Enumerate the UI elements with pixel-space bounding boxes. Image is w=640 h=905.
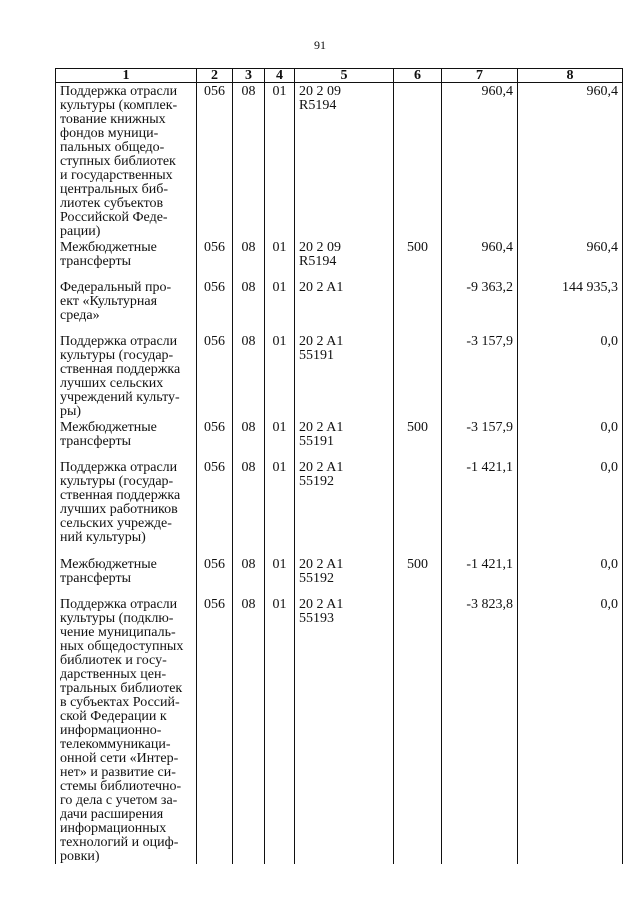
table-row — [56, 83, 623, 240]
subsection-cell: 01 — [265, 333, 295, 419]
target-article-cell: 20 2 A1 55192 — [295, 556, 394, 596]
row-name-cell: Поддержка отрасли культуры (подклю- чение муниципаль- ных общедоступных библиотек и госу- дарственных цен- тральных библиотек в субъектах Россий- ской Федерации к информационно- телекоммуникаци- онной сети «Интер- нет» и развитие си- стемы библиотечно- го дела с учетом за- дачи расширения информационных технологий и оциф- ровки) — [56, 596, 197, 864]
table-header-row — [56, 69, 623, 83]
row-name-cell: Межбюджетные трансферты — [56, 239, 197, 279]
column-header: 4 — [265, 69, 295, 83]
table-row — [56, 333, 623, 419]
code-cell: 056 — [197, 419, 233, 459]
subsection-cell: 01 — [265, 459, 295, 556]
amount-change-cell: -3 157,9 — [442, 419, 518, 459]
code-cell: 056 — [197, 556, 233, 596]
section-cell: 08 — [233, 83, 265, 240]
amount-change-cell: 960,4 — [442, 239, 518, 279]
table-row — [56, 239, 623, 279]
subsection-cell: 01 — [265, 279, 295, 333]
expense-type-cell — [394, 279, 442, 333]
target-article-cell: 20 2 A1 55191 — [295, 333, 394, 419]
table-row — [56, 459, 623, 556]
page-number: 91 — [314, 38, 326, 52]
expense-type-cell — [394, 83, 442, 240]
row-name-cell: Поддержка отрасли культуры (комплек- тование книжных фондов муници- пальных общедо- ступных библиотек и государственных центральных биб- лиотек субъектов Российской Феде- рации) — [56, 83, 197, 240]
section-cell: 08 — [233, 333, 265, 419]
expense-type-cell: 500 — [394, 419, 442, 459]
section-cell: 08 — [233, 556, 265, 596]
table-row — [56, 279, 623, 333]
target-article-cell: 20 2 A1 55193 — [295, 596, 394, 864]
subsection-cell: 01 — [265, 556, 295, 596]
code-cell: 056 — [197, 83, 233, 240]
subsection-cell: 01 — [265, 596, 295, 864]
amount-change-cell: -1 421,1 — [442, 459, 518, 556]
row-name-cell: Поддержка отрасли культуры (государ- ственная поддержка лучших сельских учреждений культу- ры) — [56, 333, 197, 419]
amount-total-cell: 960,4 — [518, 239, 623, 279]
subsection-cell: 01 — [265, 239, 295, 279]
amount-change-cell: -3 823,8 — [442, 596, 518, 864]
expense-type-cell: 500 — [394, 239, 442, 279]
section-cell: 08 — [233, 596, 265, 864]
target-article-cell: 20 2 09 R5194 — [295, 239, 394, 279]
code-cell: 056 — [197, 459, 233, 556]
amount-total-cell: 0,0 — [518, 419, 623, 459]
amount-change-cell: 960,4 — [442, 83, 518, 240]
column-header: 3 — [233, 69, 265, 83]
amount-total-cell: 144 935,3 — [518, 279, 623, 333]
target-article-cell: 20 2 A1 — [295, 279, 394, 333]
section-cell: 08 — [233, 239, 265, 279]
section-cell: 08 — [233, 419, 265, 459]
target-article-cell: 20 2 A1 55192 — [295, 459, 394, 556]
column-header: 7 — [442, 69, 518, 83]
table-row — [56, 419, 623, 459]
code-cell: 056 — [197, 596, 233, 864]
subsection-cell: 01 — [265, 83, 295, 240]
target-article-cell: 20 2 09 R5194 — [295, 83, 394, 240]
budget-table — [55, 68, 623, 864]
column-header: 8 — [518, 69, 623, 83]
expense-type-cell: 500 — [394, 556, 442, 596]
amount-change-cell: -3 157,9 — [442, 333, 518, 419]
section-cell: 08 — [233, 459, 265, 556]
amount-total-cell: 0,0 — [518, 459, 623, 556]
column-header: 2 — [197, 69, 233, 83]
amount-total-cell: 0,0 — [518, 556, 623, 596]
amount-change-cell: -1 421,1 — [442, 556, 518, 596]
amount-total-cell: 960,4 — [518, 83, 623, 240]
code-cell: 056 — [197, 239, 233, 279]
code-cell: 056 — [197, 333, 233, 419]
column-header: 6 — [394, 69, 442, 83]
table-row — [56, 596, 623, 864]
expense-type-cell — [394, 596, 442, 864]
row-name-cell: Поддержка отрасли культуры (государ- ственная поддержка лучших работников сельских учрежде- ний культуры) — [56, 459, 197, 556]
expense-type-cell — [394, 459, 442, 556]
amount-change-cell: -9 363,2 — [442, 279, 518, 333]
row-name-cell: Межбюджетные трансферты — [56, 556, 197, 596]
section-cell: 08 — [233, 279, 265, 333]
column-header: 1 — [56, 69, 197, 83]
amount-total-cell: 0,0 — [518, 596, 623, 864]
row-name-cell: Межбюджетные трансферты — [56, 419, 197, 459]
expense-type-cell — [394, 333, 442, 419]
amount-total-cell: 0,0 — [518, 333, 623, 419]
code-cell: 056 — [197, 279, 233, 333]
table-row — [56, 556, 623, 596]
row-name-cell: Федеральный про- ект «Культурная среда» — [56, 279, 197, 333]
subsection-cell: 01 — [265, 419, 295, 459]
column-header: 5 — [295, 69, 394, 83]
target-article-cell: 20 2 A1 55191 — [295, 419, 394, 459]
